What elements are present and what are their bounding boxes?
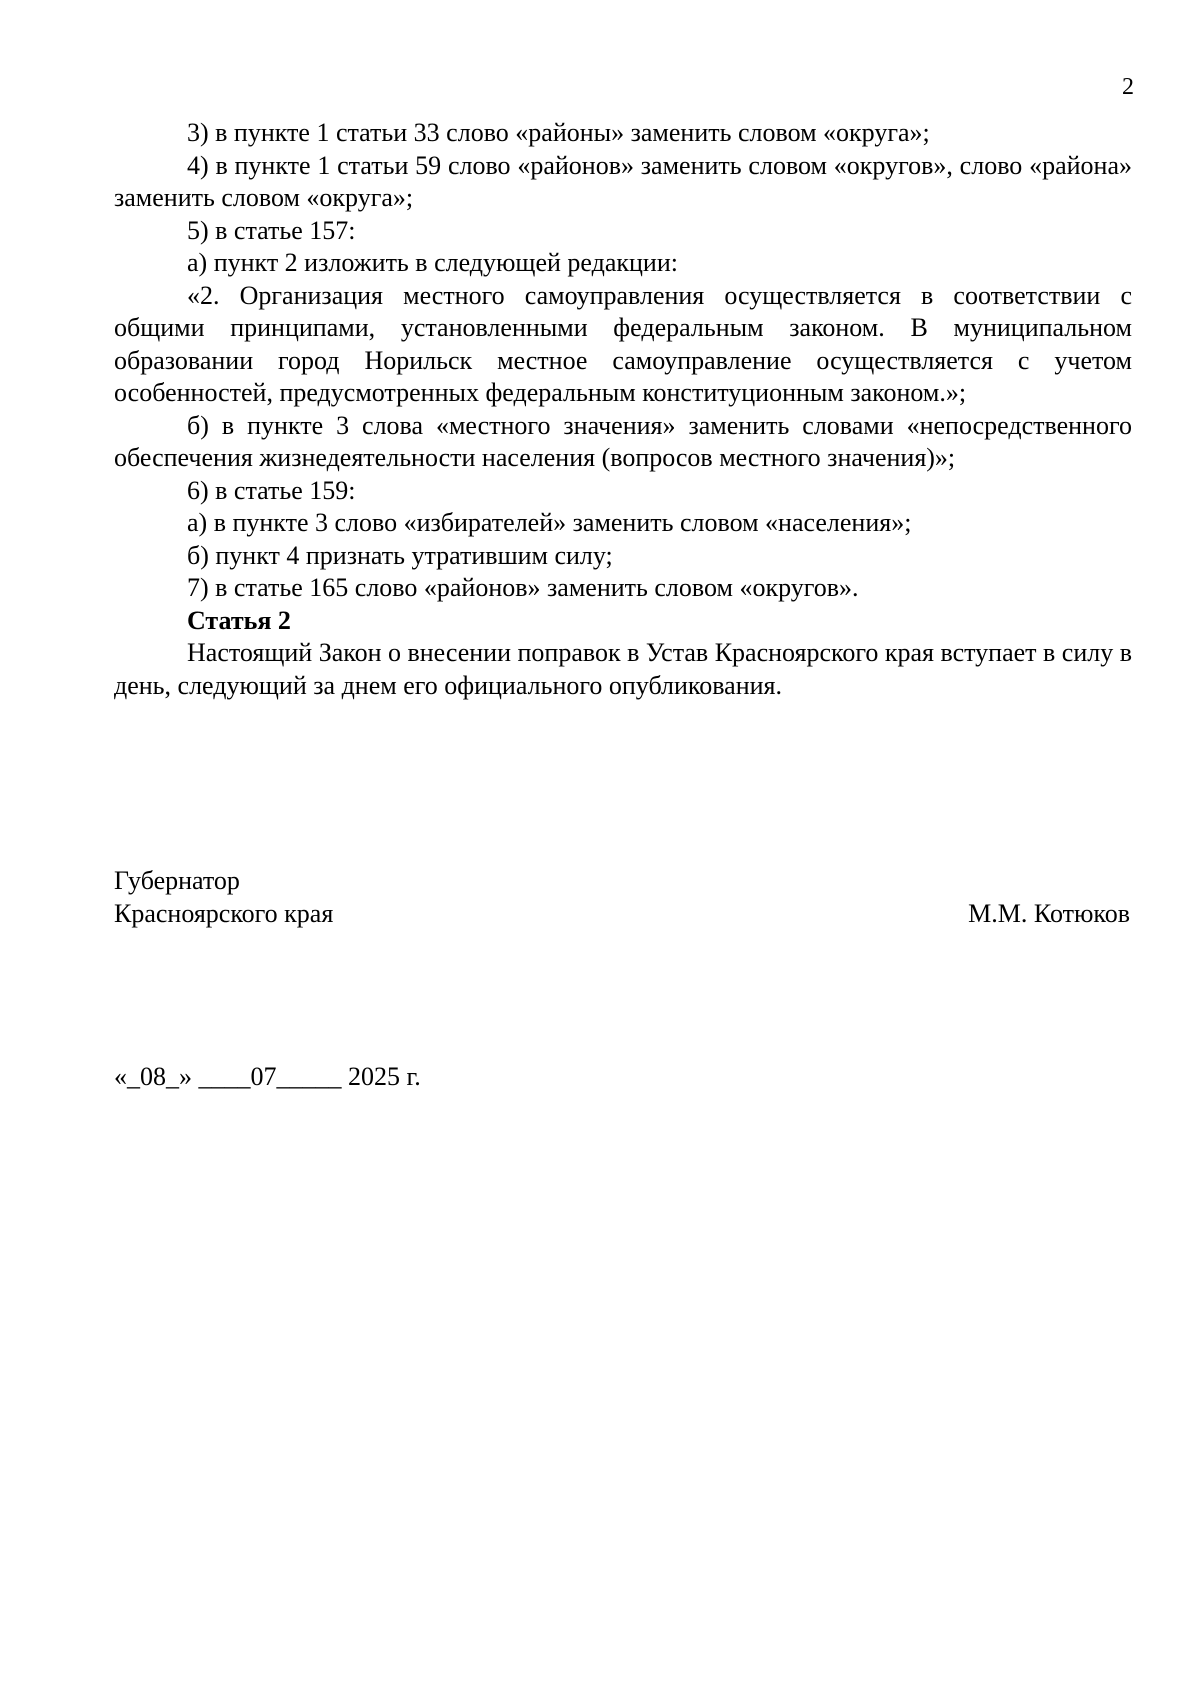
document-body <box>114 117 1132 702</box>
amendment-item: 5) в статье 157: <box>187 215 356 245</box>
article-text: Настоящий Закон о внесении поправок в Устав Красноярского края вступает в силу в день, следующий за днем его официального опубликования. <box>114 638 1133 700</box>
signature-block <box>114 865 1130 930</box>
amendment-item: б) в пункте 3 слова «местного значения» заменить словами «непосредственного обеспечения жизнедеятельности населения (вопросов местного значения)»; <box>114 410 1132 472</box>
amendment-item: б) пункт 4 признать утратившим силу; <box>187 540 613 570</box>
signatory-region: Красноярского края <box>114 898 334 928</box>
signatory-title: Губернатор <box>114 866 240 895</box>
signing-date: «_08_» ____07_____ 2025 г. <box>114 1062 421 1091</box>
amendment-item: а) пункт 2 изложить в следующей редакции: <box>187 248 678 277</box>
amendment-item: а) в пункте 3 слово «избирателей» заменить словом «населения»; <box>187 508 912 537</box>
amendment-item: «2. Организация местного самоуправления осуществляется в соответствии с общими принципами, установленными федеральным законом. В муниципальном образовании город Норильск местное самоуправление осуществляется с учетом особенностей, предусмотренных федеральным конституционным законом.»; <box>114 280 1132 407</box>
signatory-name: М.М. Котюков <box>968 898 1130 928</box>
amendment-item: 4) в пункте 1 статьи 59 слово «районов» заменить словом «округов», слово «района» заменить словом «округа»; <box>114 150 1132 212</box>
amendment-item: 7) в статье 165 слово «районов» заменить словом «округов». <box>187 573 859 602</box>
amendment-item: 3) в пункте 1 статьи 33 слово «районы» заменить словом «округа»; <box>187 118 930 147</box>
article-heading: Статья 2 <box>187 605 291 635</box>
page-number: 2 <box>1122 74 1134 100</box>
amendment-item: 6) в статье 159: <box>187 475 356 505</box>
